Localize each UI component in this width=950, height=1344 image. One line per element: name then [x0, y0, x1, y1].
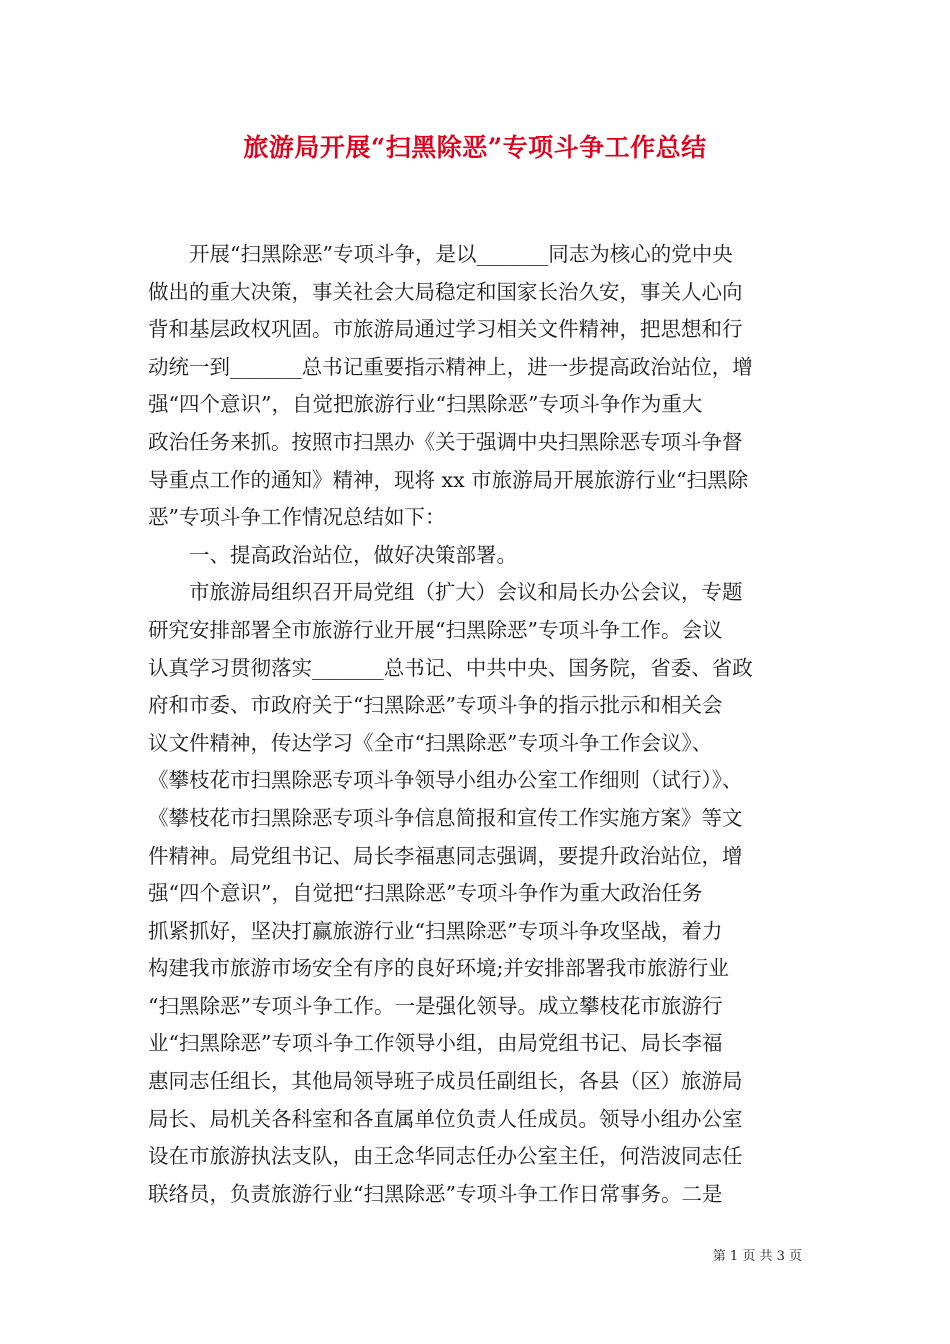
body-line: 导重点工作的通知》精神，现将 xx 市旅游局开展旅游行业“扫黑除 — [148, 467, 749, 492]
body-line: 做出的重大决策，事关社会大局稳定和国家长治久安，事关人心向 — [148, 279, 743, 304]
document-body — [148, 236, 808, 1213]
body-line: 市旅游局组织召开局党组（扩大）会议和局长办公会议，专题 — [148, 580, 743, 605]
body-line: 联络员，负责旅游行业“扫黑除恶”专项斗争工作日常事务。二是 — [148, 1181, 723, 1206]
body-line: 恶”专项斗争工作情况总结如下： — [148, 505, 446, 530]
body-line: 府和市委、市政府关于“扫黑除恶”专项斗争的指示批示和相关会 — [148, 693, 723, 718]
body-line: 《攀枝花市扫黑除恶专项斗争信息简报和宣传工作实施方案》等文 — [148, 805, 743, 830]
page-number-footer: 第 1 页 共 3 页 — [712, 1249, 802, 1264]
body-line: 开展“扫黑除恶”专项斗争，是以_______同志为核心的党中央 — [148, 242, 733, 266]
body-line: 动统一到_______总书记重要指示精神上，进一步提高政治站位，增 — [148, 354, 753, 379]
body-line: 强“四个意识”，自觉把旅游行业“扫黑除恶”专项斗争作为重大 — [148, 392, 703, 417]
body-line: 议文件精神，传达学习《全市“扫黑除恶”专项斗争工作会议》、 — [148, 730, 713, 755]
body-line: 局长、局机关各科室和各直属单位负责人任成员。领导小组办公室 — [148, 1106, 743, 1131]
body-line: 研究安排部署全市旅游行业开展“扫黑除恶”专项斗争工作。会议 — [148, 617, 723, 642]
section-heading: 一、提高政治站位，做好决策部署。 — [148, 542, 517, 567]
body-line: 惠同志任组长，其他局领导班子成员任副组长，各县（区）旅游局 — [148, 1069, 743, 1094]
body-line: “扫黑除恶”专项斗争工作。一是强化领导。成立攀枝花市旅游行 — [148, 993, 723, 1018]
body-line: 件精神。局党组书记、局长李福惠同志强调，要提升政治站位，增 — [148, 843, 743, 868]
document-title: 旅游局开展“扫黑除恶”专项斗争工作总结 — [243, 133, 707, 162]
body-line: 设在市旅游执法支队，由王念华同志任办公室主任，何浩波同志任 — [148, 1144, 743, 1169]
body-line: 《攀枝花市扫黑除恶专项斗争领导小组办公室工作细则（试行）》、 — [148, 768, 743, 793]
body-line: 背和基层政权巩固。市旅游局通过学习相关文件精神，把思想和行 — [148, 317, 743, 342]
body-line: 强“四个意识”，自觉把“扫黑除恶”专项斗争作为重大政治任务 — [148, 881, 703, 906]
body-line: 抓紧抓好，坚决打赢旅游行业“扫黑除恶”专项斗争攻坚战，着力 — [148, 918, 723, 943]
body-line: 构建我市旅游市场安全有序的良好环境;并安排部署我市旅游行业 — [148, 956, 729, 981]
body-line: 认真学习贯彻落实_______总书记、中共中央、国务院，省委、省政 — [148, 655, 753, 680]
body-line: 政治任务来抓。按照市扫黑办《关于强调中央扫黑除恶专项斗争督 — [148, 429, 743, 454]
body-line: 业“扫黑除恶”专项斗争工作领导小组，由局党组书记、局长李福 — [148, 1031, 723, 1056]
